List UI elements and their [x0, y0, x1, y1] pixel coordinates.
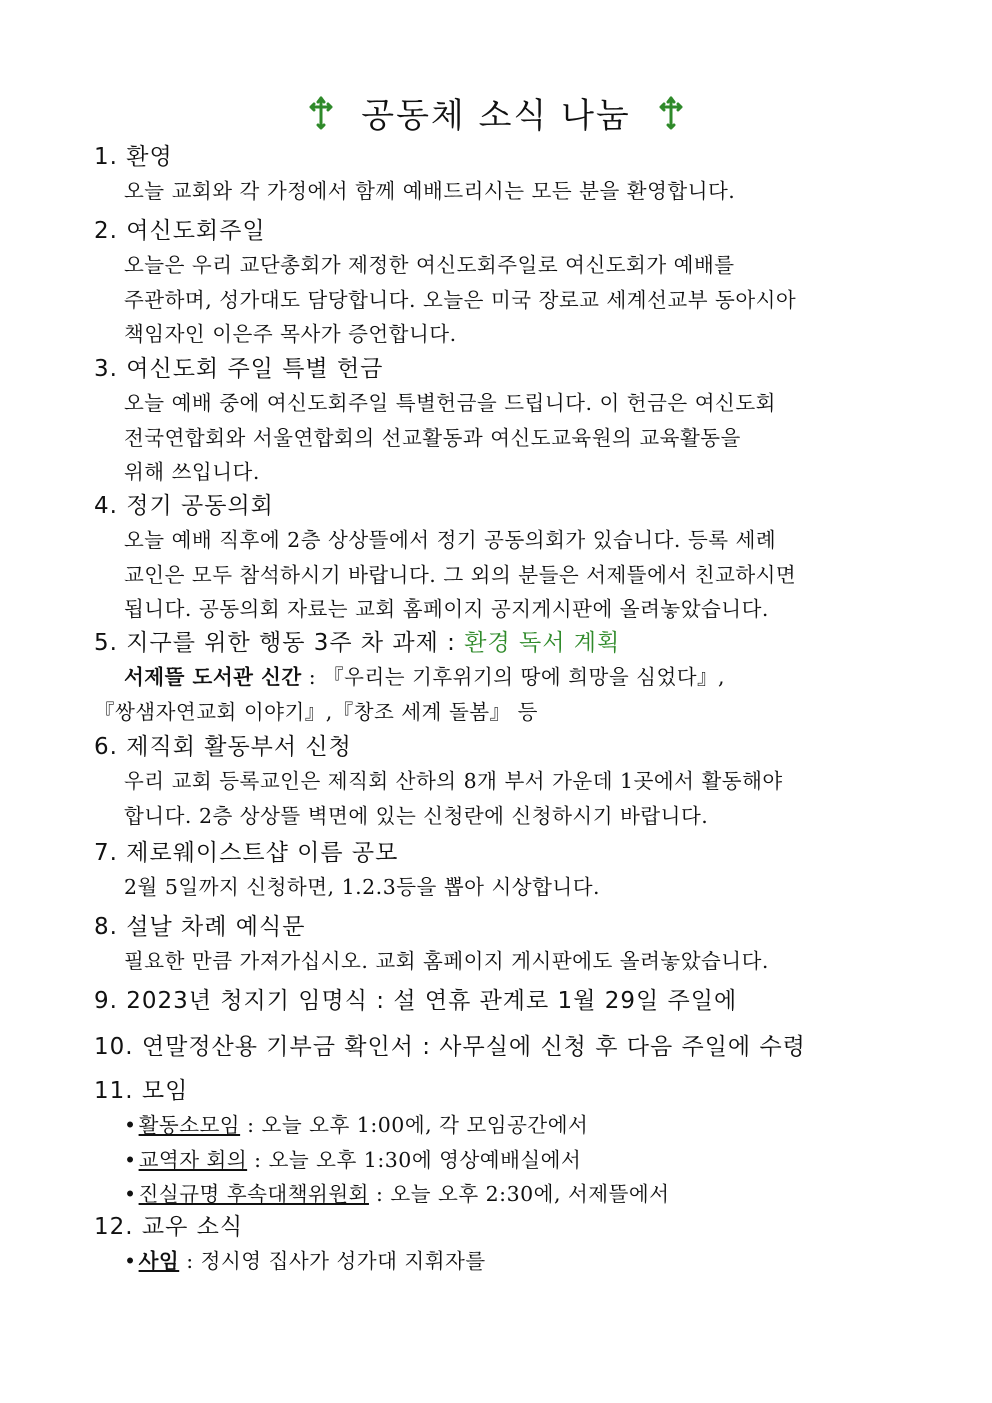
page-title: 공동체 소식 나눔 — [361, 96, 631, 136]
item-2 — [94, 214, 914, 352]
item-heading: 7. 제로웨이스트샵 이름 공모 — [94, 840, 399, 866]
item-heading: 11. 모임 — [94, 1078, 189, 1104]
item-heading: 5. 지구를 위한 행동 3주 차 과제 : 환경 독서 계획 — [94, 630, 621, 656]
item-body: 필요한 만큼 가져가십시오. 교회 홈페이지 게시판에도 올려놓았습니다. — [124, 949, 769, 973]
bold-label: 서제뜰 도서관 신간 — [124, 665, 302, 689]
item-body: 서제뜰 도서관 신간 : 『우리는 기후위기의 땅에 희망을 심었다』, 『쌍샘자연교회 이야기』,『창조 세계 돌봄』 등 — [94, 665, 726, 724]
item-body: 우리 교회 등록교인은 제직회 산하의 8개 부서 가운데 1곳에서 활동해야 합니다. 2층 상상뜰 벽면에 있는 신청란에 신청하시기 바랍니다. — [124, 769, 783, 828]
cross-icon — [308, 96, 334, 139]
item-11 — [94, 1074, 914, 1212]
cross-icon — [658, 96, 684, 139]
item-1 — [94, 140, 914, 209]
item-heading: 8. 설날 차례 예식문 — [94, 914, 306, 940]
item-10 — [94, 1030, 914, 1064]
list-item: •사임 : 정시영 집사가 성가대 지휘자를 — [124, 1249, 486, 1273]
item-3 — [94, 352, 914, 490]
item-heading: 9. 2023년 청지기 임명식 : 설 연휴 관계로 1월 29일 주일에 — [94, 988, 738, 1014]
item-heading: 6. 제직회 활동부서 신청 — [94, 734, 352, 760]
item-12 — [94, 1210, 914, 1279]
item-8 — [94, 910, 914, 979]
list-item: •교역자 회의 : 오늘 오후 1:30에 영상예배실에서 — [124, 1147, 582, 1172]
list-item: •활동소모임 : 오늘 오후 1:00에, 각 모임공간에서 — [124, 1113, 589, 1137]
item-9 — [94, 984, 914, 1018]
item-body: 오늘 교회와 각 가정에서 함께 예배드리시는 모든 분을 환영합니다. — [124, 179, 736, 203]
item-heading: 10. 연말정산용 기부금 확인서 : 사무실에 신청 후 다음 주일에 수령 — [94, 1034, 806, 1060]
item-7 — [94, 836, 914, 905]
item-body — [94, 1244, 900, 1279]
item-body — [94, 1108, 900, 1212]
item-heading: 2. 여신도회주일 — [94, 218, 266, 244]
item-4 — [94, 489, 914, 627]
list-item: •진실규명 후속대책위원회 : 오늘 오후 2:30에, 서제뜰에서 — [124, 1182, 670, 1206]
item-body: 2월 5일까지 신청하면, 1.2.3등을 뽑아 시상합니다. — [124, 875, 601, 899]
item-body: 오늘 예배 직후에 2층 상상뜰에서 정기 공동의회가 있습니다. 등록 세례 교인은 모두 참석하시기 바랍니다. 그 외의 분들은 서제뜰에서 친교하시면 됩니다. 공동의회 자료는 교회 홈페이지 공지게시판에 올려놓았습니다. — [124, 528, 797, 621]
item-heading: 1. 환영 — [94, 144, 173, 170]
item-6 — [94, 730, 914, 833]
item-body: 오늘은 우리 교단총회가 제정한 여신도회주일로 여신도회가 예배를 주관하며, 성가대도 담당합니다. 오늘은 미국 장로교 세계선교부 동아시아 책임자인 이은주 목사가 증언합니다. — [124, 253, 797, 346]
item-heading: 3. 여신도회 주일 특별 헌금 — [94, 356, 384, 382]
item-body: 오늘 예배 중에 여신도회주일 특별헌금을 드립니다. 이 헌금은 여신도회 전국연합회와 서울연합회의 선교활동과 여신도교육원의 교육활동을 위해 쓰입니다. — [124, 391, 776, 484]
item-5 — [94, 626, 914, 729]
title-row — [0, 88, 992, 139]
item-heading: 12. 교우 소식 — [94, 1214, 244, 1240]
green-highlight: 환경 독서 계획 — [464, 630, 621, 656]
item-heading: 4. 정기 공동의회 — [94, 493, 274, 519]
